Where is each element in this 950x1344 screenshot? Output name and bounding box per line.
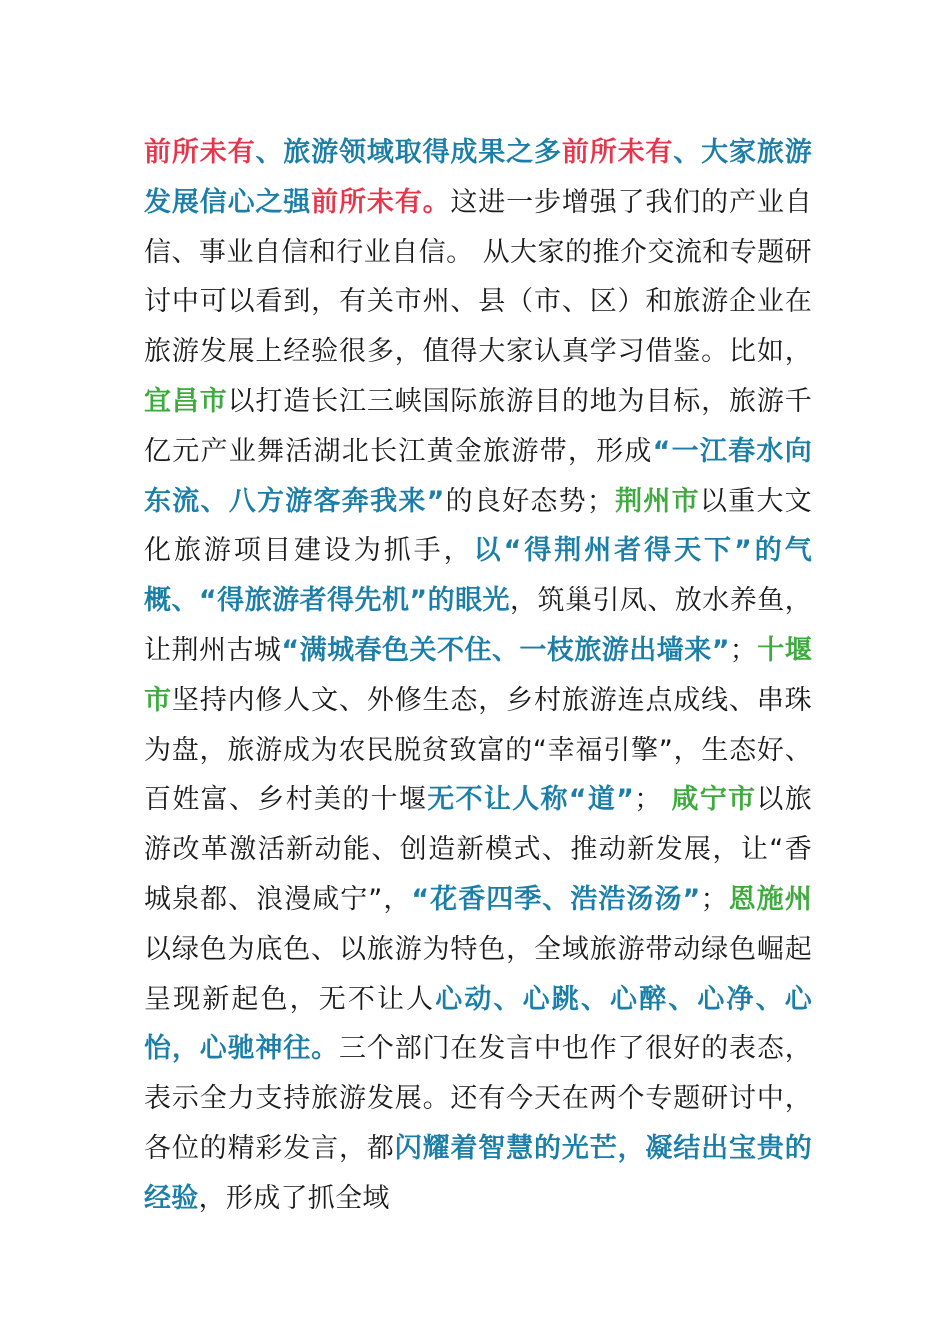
highlighted-text-red: 前所未有	[561, 137, 674, 168]
highlighted-text-green: 咸宁市	[671, 784, 757, 816]
highlighted-text-blue: 以“得荆州者得天下”的气概、“得旅游者得先机”的眼光	[144, 535, 812, 617]
highlighted-text-green: 宜昌市	[144, 385, 228, 417]
highlighted-text-blue: “一江春水向东流、八方游客奔我来”	[144, 435, 812, 517]
text-segment: 以重大文化旅游项目建设为抓手，	[144, 485, 812, 567]
highlighted-text-blue: 无不让人称“道”	[427, 784, 635, 816]
highlighted-text-green: 荆州市	[614, 485, 700, 517]
highlighted-text-blue: 闪耀着智慧的光芒，凝结出宝贵的经验	[144, 1132, 813, 1214]
highlighted-text-blue: “花香四季、浩浩汤汤”	[411, 883, 701, 915]
text-segment: 这进一步增强了我们的产业自信、事业自信和行业自信。 从大家的推介交流和专题研讨中可以看到，有关市州、县（市、区）和旅游企业在旅游发展上经验很多，值得大家认真学习借鉴。比如，	[144, 186, 812, 368]
text-segment: ，形成了抓全域	[198, 1182, 390, 1214]
highlighted-text-green: 十堰市	[144, 634, 813, 716]
highlighted-text-red: 前所未有	[144, 137, 256, 168]
text-segment: ；	[634, 784, 672, 816]
text-segment: ；	[729, 634, 758, 666]
text-segment: 以绿色为底色、以旅游为特色，全域旅游带动绿色崛起呈现新起色，无不让人	[144, 933, 812, 1015]
highlighted-text-red: 前所未有。	[311, 186, 451, 218]
highlighted-text-green: 恩施州	[727, 883, 812, 915]
text-segment: 以打造长江三峡国际旅游目的地为目标，旅游千亿元产业舞活湖北长江黄金旅游带，形成	[144, 385, 812, 467]
text-segment: ；	[700, 883, 728, 915]
highlighted-text-blue: 、旅游领域取得成果之多	[255, 137, 562, 168]
highlighted-text-blue: 心动、心跳、心醉、心净、心怡，心驰神往。	[144, 983, 813, 1065]
body-paragraph	[144, 128, 812, 1224]
text-segment: 的良好态势；	[444, 485, 615, 517]
text-segment: ，筑巢引凤、放水养鱼，让荆州古城	[144, 585, 812, 666]
text-segment: 三个部门在发言中也作了很好的表态，表示全力支持旅游发展。还有今天在两个专题研讨中，各位的精彩发言，都	[144, 1033, 812, 1164]
text-segment: 以旅游改革激活新动能、创造新模式、推动新发展，让“香城泉都、浪漫咸宁”，	[144, 784, 813, 915]
text-segment: 坚持内修人文、外修生态，乡村旅游连点成线、串珠为盘，旅游成为农民脱贫致富的“幸福引擎”，生态好、百姓富、乡村美的十堰	[144, 684, 812, 816]
highlighted-text-blue: 、大家旅游发展信心之强	[144, 137, 813, 218]
highlighted-text-blue: “满城春色关不住、一枝旅游出墙来”	[281, 634, 730, 666]
